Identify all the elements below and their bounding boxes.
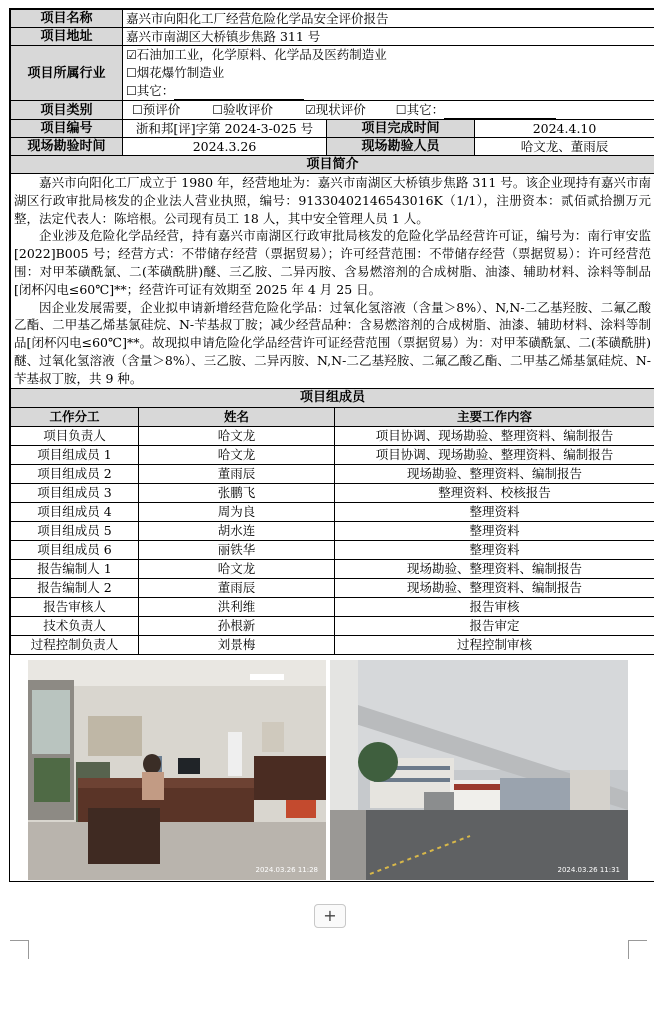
type-options: [123, 101, 654, 120]
table-row: 技术负责人 孙根新 报告审定: [11, 616, 654, 635]
checkbox-icon: ☐: [132, 103, 143, 117]
photo-timestamp: 2024.03.26 11:28: [255, 865, 318, 874]
office-photo-image: [28, 660, 326, 880]
intro-paragraph: 企业涉及危险化学品经营，持有嘉兴市南湖区行政审批局核发的危险化学品经营许可证，编号为：南行审安监[2022]B005 号；经营方式：不带储存经营（票据贸易）；许可经营范围：不带储存经营（票据贸易）：许可经营范围：对甲苯磺酰氯、二(苯磺酰肼)醚、三乙胺、二异丙胺、含易燃溶剂的合成树脂、油漆、辅助材料、涂料等制品[闭杯闪电≤60℃]**；经营许可证有效期至 2025 年 4 月 25 日。: [14, 228, 652, 297]
project-number-label: 项目编号: [11, 120, 123, 138]
intro-title: 项目简介: [11, 156, 654, 174]
type-other-blank[interactable]: [444, 104, 556, 119]
table-row: 报告审核人 洪利维 报告审核: [11, 597, 654, 616]
project-address-value: 嘉兴市南湖区大桥镇步焦路 311 号: [123, 28, 654, 46]
intro-paragraph: 因企业发展需要，企业拟申请新增经营危险化学品：过氧化氢溶液（含量＞8%）、N,N-二乙基羟胺、二氟乙酸乙酯、二甲基乙烯基氯硅烷、N-苄基叔丁胺；减少经营品种：含易燃溶剂的合成树脂、油漆、辅助材料、涂料等制品[闭杯闪电≤60℃]**。故现拟申请危险化学品经营许可证经营范围（票据贸易）为：对甲苯磺酰氯、二(苯磺酰肼)醚、过氧化氢溶液（含量＞8%）、三乙胺、二异丙胺、N,N-二乙基羟胺、二氟乙酸乙酯、二甲基乙烯基氯硅烷、N-苄基叔丁胺，共 9 种。: [14, 299, 652, 386]
col-header-work: 主要工作内容: [335, 407, 654, 426]
members-title: 项目组成员: [11, 389, 654, 408]
type-option-acceptance[interactable]: ☐验收评价: [212, 102, 274, 117]
add-page-button[interactable]: +: [314, 904, 346, 928]
members-table: [10, 389, 654, 655]
industry-options: [123, 46, 654, 101]
table-row: 项目负责人 哈文龙 项目协调、现场勘验、整理资料、编制报告: [11, 426, 654, 445]
type-option-other[interactable]: ☐其它：: [396, 102, 556, 117]
industry-other-blank[interactable]: [174, 85, 304, 100]
page-corner-marker: [628, 940, 647, 959]
photo-timestamp: 2024.03.26 11:31: [557, 865, 620, 874]
type-label: 项目类别: [11, 101, 123, 120]
checkbox-checked-icon: ☑: [126, 48, 137, 62]
checkbox-icon: ☐: [126, 84, 137, 98]
checkbox-icon: ☐: [395, 103, 407, 117]
completion-time-value: 2024.4.10: [475, 120, 654, 138]
industry-option-other[interactable]: ☐其它：: [126, 82, 651, 100]
col-header-role: 工作分工: [11, 407, 139, 426]
type-option-pre[interactable]: ☐预评价: [132, 102, 181, 117]
project-address-label: 项目地址: [11, 28, 123, 46]
checkbox-checked-icon: ☑: [305, 103, 316, 117]
type-option-current[interactable]: ☑现状评价: [305, 102, 366, 117]
survey-time-value: 2024.3.26: [123, 138, 327, 156]
table-row: 报告编制人 1 哈文龙 现场勘验、整理资料、编制报告: [11, 559, 654, 578]
intro-paragraph: 嘉兴市向阳化工厂成立于 1980 年，经营地址为：嘉兴市南湖区大桥镇步焦路 311 号。该企业现持有嘉兴市南湖区行政审批局核发的企业法人营业执照，编号：91330402146543016K（1/1），注册资本：贰佰贰拾捌万元整，法定代表人：陈培根。公司现有员工 18 人，其中安全管理人员 1 人。: [14, 175, 652, 226]
table-row: 项目组成员 6 丽铁华 整理资料: [11, 540, 654, 559]
table-row: 项目组成员 4 周为良 整理资料: [11, 502, 654, 521]
evaluation-report-page: [9, 8, 654, 882]
gate-photo: [330, 660, 628, 880]
project-name-label: 项目名称: [11, 10, 123, 28]
table-row: 项目组成员 3 张鹏飞 整理资料、校核报告: [11, 483, 654, 502]
industry-label: 项目所属行业: [11, 46, 123, 101]
office-photo: [28, 660, 326, 880]
page-corner-marker: [10, 940, 29, 959]
survey-time-label: 现场勘验时间: [11, 138, 123, 156]
checkbox-icon: ☐: [126, 66, 137, 80]
checkbox-icon: ☐: [212, 103, 224, 117]
table-row: 项目组成员 2 董雨辰 现场勘验、整理资料、编制报告: [11, 464, 654, 483]
project-number-value: 浙和邦[评]字第 2024-3-025 号: [123, 120, 327, 138]
project-info-table: [10, 9, 654, 389]
industry-option-petrochem[interactable]: ☑石油加工业，化学原料、化学品及医药制造业: [126, 47, 387, 62]
col-header-name: 姓名: [139, 407, 335, 426]
site-photos: [10, 655, 654, 881]
project-name-value: 嘉兴市向阳化工厂经营危险化学品安全评价报告: [123, 10, 654, 28]
table-row: 项目组成员 5 胡水连 整理资料: [11, 521, 654, 540]
surveyors-value: 哈文龙、董雨辰: [475, 138, 654, 156]
industry-option-fireworks[interactable]: ☐烟花爆竹制造业: [126, 65, 225, 80]
gate-photo-image: [330, 660, 628, 880]
intro-body: [11, 174, 654, 389]
surveyors-label: 现场勘验人员: [327, 138, 475, 156]
table-row: 报告编制人 2 董雨辰 现场勘验、整理资料、编制报告: [11, 578, 654, 597]
table-row: 过程控制负责人 刘景梅 过程控制审核: [11, 635, 654, 654]
completion-time-label: 项目完成时间: [327, 120, 475, 138]
table-row: 项目组成员 1 哈文龙 项目协调、现场勘验、整理资料、编制报告: [11, 445, 654, 464]
